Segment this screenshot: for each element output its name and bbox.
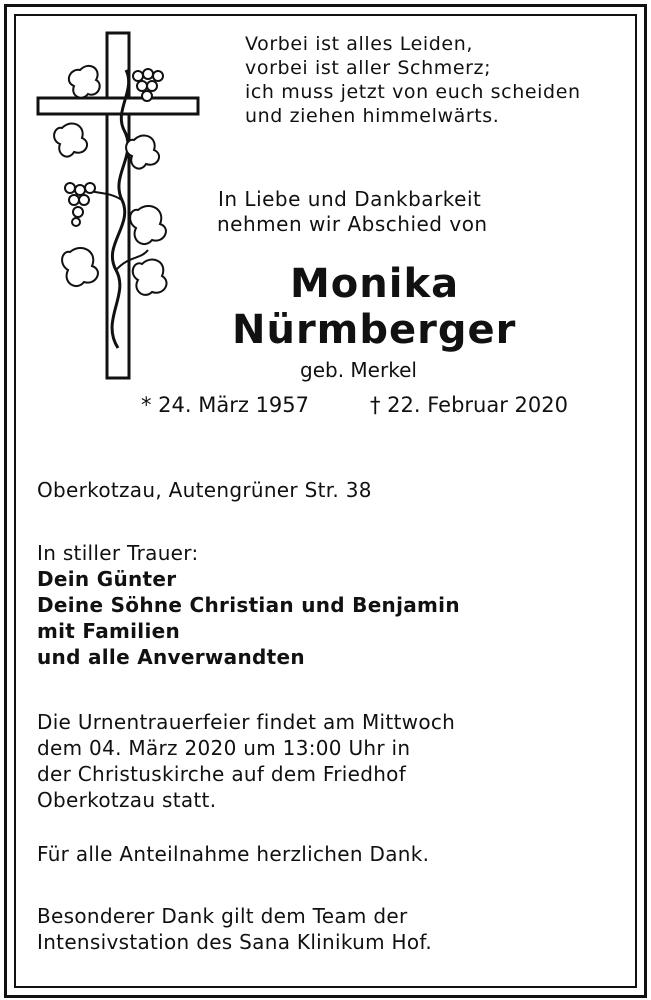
ceremony-line: Oberkotzau statt. [37, 788, 217, 812]
intro-line-2: nehmen wir Abschied von [217, 212, 488, 236]
special-thanks-line: Besonderer Dank gilt dem Team der [37, 904, 408, 928]
mourner-name: Dein Günter [37, 567, 177, 591]
poem-line: ich muss jetzt von euch scheiden [245, 81, 581, 103]
mourner-name: und alle Anverwandten [37, 645, 305, 669]
ceremony-line: der Christuskirche auf dem Friedhof [37, 762, 407, 786]
ceremony-line: dem 04. März 2020 um 13:00 Uhr in [37, 736, 411, 760]
mourner-name: Deine Söhne Christian und Benjamin [37, 593, 460, 617]
cross-with-grapevine-icon [30, 30, 205, 382]
address: Oberkotzau, Autengrüner Str. 38 [37, 478, 372, 502]
poem-line: vorbei ist aller Schmerz; [245, 57, 492, 79]
ceremony-line: Die Urnentrauerfeier findet am Mittwoch [37, 710, 456, 734]
mourners-heading: In stiller Trauer: [37, 541, 199, 565]
birth-date: * 24. März 1957 [141, 393, 310, 417]
special-thanks-line: Intensivstation des Sana Klinikum Hof. [37, 930, 432, 954]
intro-line-1: In Liebe und Dankbarkeit [218, 187, 482, 211]
death-date: † 22. Februar 2020 [370, 393, 568, 417]
deceased-first-name: Monika [290, 261, 460, 307]
poem-line: und ziehen himmelwärts. [245, 105, 500, 127]
deceased-last-name: Nürmberger [232, 307, 517, 353]
mourner-name: mit Familien [37, 619, 181, 643]
thanks-line: Für alle Anteilnahme herzlichen Dank. [37, 842, 430, 866]
poem-line: Vorbei ist alles Leiden, [245, 33, 473, 55]
birth-name: geb. Merkel [300, 358, 417, 382]
